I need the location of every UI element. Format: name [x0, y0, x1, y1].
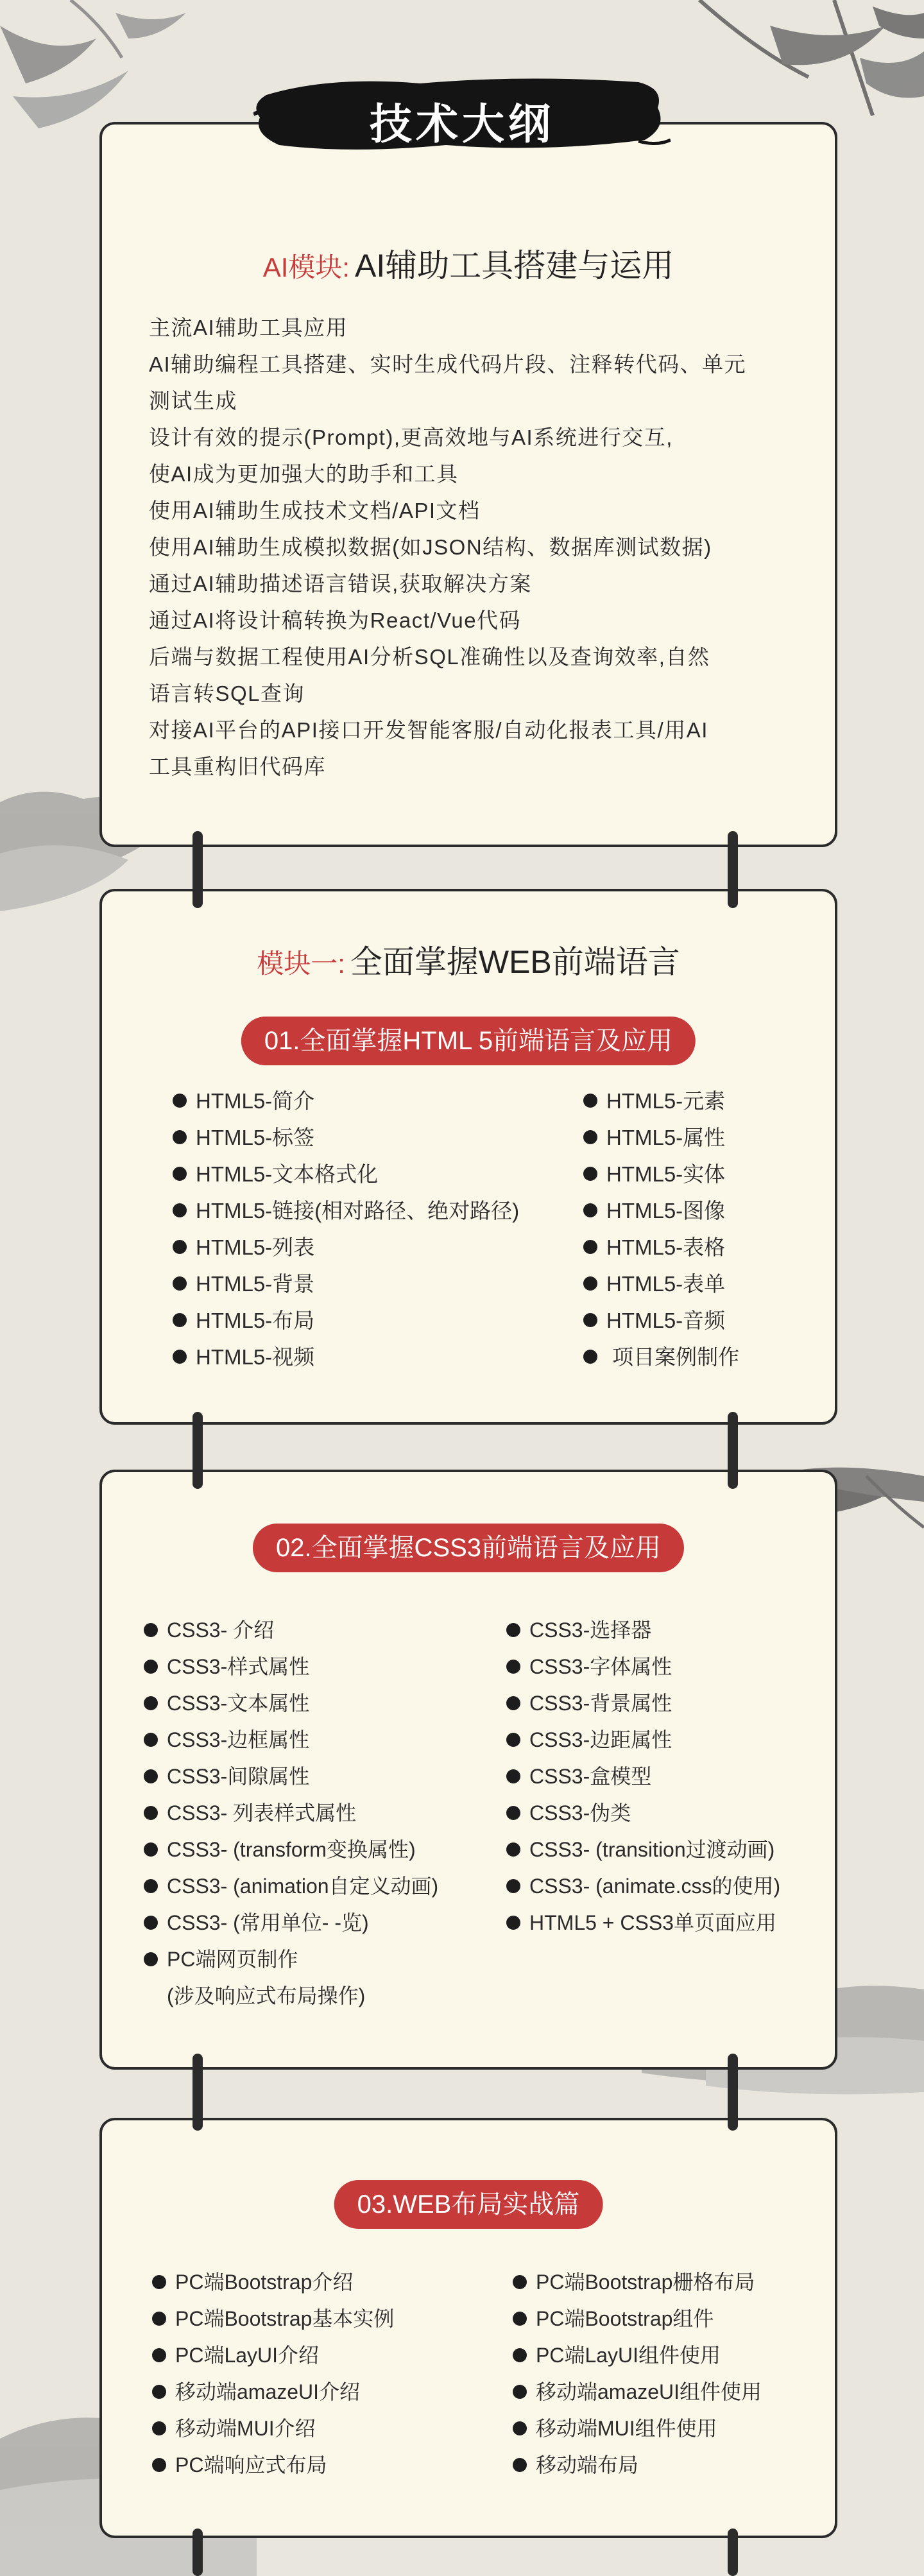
list-item: AI辅助编程工具搭建、实时生成代码片段、注释转代码、单元	[149, 352, 747, 376]
list-item: HTML5-表单	[583, 1266, 739, 1302]
list-item: CSS3- (常用单位- -览)	[144, 1905, 438, 1941]
module1-panel	[99, 889, 837, 1425]
list-item: PC端LayUI组件使用	[513, 2337, 762, 2374]
list-item: 对接AI平台的API接口开发智能客服/自动化报表工具/用AI	[149, 718, 708, 742]
bullet-icon	[506, 1660, 520, 1674]
list-item: CSS3-样式属性	[144, 1649, 438, 1685]
connector-right-3	[728, 2054, 738, 2131]
ai-module-panel	[99, 122, 837, 847]
list-item: HTML5-实体	[583, 1156, 739, 1192]
list-item: PC端Bootstrap基本实例	[152, 2301, 394, 2337]
module1-left-column	[173, 1083, 519, 1375]
bullet-icon	[173, 1313, 187, 1327]
list-item: CSS3-字体属性	[506, 1649, 780, 1685]
bullet-icon	[513, 2385, 527, 2399]
list-item: 移动端布局	[513, 2447, 762, 2484]
list-item: HTML5-元素	[583, 1083, 739, 1119]
bullet-icon	[144, 1623, 158, 1637]
list-item: PC端LayUI介绍	[152, 2337, 394, 2374]
module-title: 全面掌握WEB前端语言	[350, 944, 680, 980]
bullet-icon	[144, 1769, 158, 1783]
bullet-icon	[506, 1733, 520, 1747]
bullet-icon	[506, 1696, 520, 1710]
bullet-icon	[513, 2458, 527, 2472]
bullet-icon	[144, 1952, 158, 1966]
bullet-icon	[583, 1203, 597, 1217]
bullet-icon	[513, 2312, 527, 2326]
list-item: 项目案例制作	[583, 1339, 739, 1375]
list-item: 使AI成为更加强大的助手和工具	[149, 462, 459, 486]
bullet-icon	[513, 2275, 527, 2289]
list-item: HTML5-表格	[583, 1229, 739, 1266]
bullet-icon	[173, 1167, 187, 1181]
list-item: CSS3- 介绍	[144, 1612, 438, 1649]
list-item: HTML5-列表	[173, 1229, 519, 1266]
list-item: PC端Bootstrap组件	[513, 2301, 762, 2337]
list-item: 语言转SQL查询	[149, 682, 305, 705]
list-item: CSS3- 列表样式属性	[144, 1795, 438, 1832]
bullet-icon	[583, 1240, 597, 1254]
list-item: 通过AI将设计稿转换为React/Vue代码	[149, 608, 522, 632]
bullet-icon	[506, 1842, 520, 1857]
bullet-icon	[506, 1769, 520, 1783]
connector-left-4	[193, 2529, 203, 2576]
list-item: 移动端amazeUI介绍	[152, 2374, 394, 2410]
bullet-icon	[513, 2421, 527, 2435]
list-item: CSS3- (animation自定义动画)	[144, 1868, 438, 1905]
bullet-icon	[144, 1806, 158, 1820]
list-item: 设计有效的提示(Prompt),更高效地与AI系统进行交互,	[149, 425, 673, 449]
list-item: PC端网页制作	[144, 1941, 438, 1978]
page-title: 技术大纲	[370, 100, 554, 148]
list-item: CSS3-伪类	[506, 1795, 780, 1832]
list-item: HTML5-布局	[173, 1302, 519, 1339]
list-item: CSS3-选择器	[506, 1612, 780, 1649]
list-item: HTML5 + CSS3单页面应用	[506, 1905, 780, 1941]
list-item: HTML5-视频	[173, 1339, 519, 1375]
connector-right-1	[728, 831, 738, 908]
bullet-icon	[152, 2421, 166, 2435]
bullet-icon	[506, 1879, 520, 1893]
bullet-icon	[152, 2348, 166, 2362]
bullet-icon	[583, 1167, 597, 1181]
list-item: HTML5-文本格式化	[173, 1156, 519, 1192]
connector-right-2	[728, 1412, 738, 1489]
bullet-icon	[583, 1350, 597, 1364]
bullet-icon	[144, 1696, 158, 1710]
connector-right-4	[728, 2529, 738, 2576]
list-item-continuation: (涉及响应式布局操作)	[167, 1984, 366, 2007]
list-item: PC端Bootstrap介绍	[152, 2264, 394, 2301]
list-item: CSS3-文本属性	[144, 1685, 438, 1722]
bullet-icon	[152, 2385, 166, 2399]
list-item: CSS3- (transition过渡动画)	[506, 1832, 780, 1868]
bullet-icon	[144, 1660, 158, 1674]
list-item: CSS3-边距属性	[506, 1722, 780, 1758]
bullet-icon	[152, 2312, 166, 2326]
section-title-pill: 03.WEB布局实战篇	[334, 2180, 603, 2229]
connector-left-3	[193, 2054, 203, 2131]
bullet-icon	[144, 1879, 158, 1893]
bullet-icon	[173, 1130, 187, 1144]
list-item: HTML5-背景	[173, 1266, 519, 1302]
list-item: 后端与数据工程使用AI分析SQL准确性以及查询效率,自然	[149, 645, 710, 669]
page-title-banner	[253, 69, 671, 158]
list-item: PC端Bootstrap栅格布局	[513, 2264, 762, 2301]
bullet-icon	[173, 1240, 187, 1254]
module3-panel	[99, 2118, 837, 2538]
bullet-icon	[583, 1313, 597, 1327]
section-title-pill: 01.全面掌握HTML 5前端语言及应用	[241, 1017, 696, 1065]
bullet-icon	[506, 1623, 520, 1637]
list-item: HTML5-图像	[583, 1192, 739, 1229]
list-item: CSS3-间隙属性	[144, 1758, 438, 1795]
bullet-icon	[173, 1203, 187, 1217]
bullet-icon	[144, 1916, 158, 1930]
list-item: 移动端MUI组件使用	[513, 2410, 762, 2447]
list-item: HTML5-简介	[173, 1083, 519, 1119]
list-item: HTML5-属性	[583, 1119, 739, 1156]
section-title-pill: 02.全面掌握CSS3前端语言及应用	[253, 1524, 684, 1572]
bullet-icon	[583, 1094, 597, 1108]
bullet-icon	[513, 2348, 527, 2362]
module-tag: 模块一:	[257, 949, 345, 979]
list-item: CSS3-背景属性	[506, 1685, 780, 1722]
list-item: PC端响应式布局	[152, 2447, 394, 2484]
connector-left-1	[193, 831, 203, 908]
list-item: CSS3- (transform变换属性)	[144, 1832, 438, 1868]
bullet-icon	[583, 1276, 597, 1291]
module2-panel	[99, 1470, 837, 2070]
list-item: CSS3-盒模型	[506, 1758, 780, 1795]
connector-left-2	[193, 1412, 203, 1489]
list-item: 使用AI辅助生成模拟数据(如JSON结构、数据库测试数据)	[149, 535, 712, 559]
module3-right-column	[513, 2264, 762, 2484]
list-item: 工具重构旧代码库	[149, 755, 326, 778]
bullet-icon	[144, 1842, 158, 1857]
bullet-icon	[144, 1733, 158, 1747]
list-item: HTML5-标签	[173, 1119, 519, 1156]
module-title: AI辅助工具搭建与运用	[355, 248, 674, 284]
list-item: HTML5-链接(相对路径、绝对路径)	[173, 1192, 519, 1229]
list-item: 移动端MUI介绍	[152, 2410, 394, 2447]
module3-left-column	[152, 2264, 394, 2484]
bullet-icon	[506, 1806, 520, 1820]
module2-left-column	[144, 1612, 438, 2014]
list-item: 移动端amazeUI组件使用	[513, 2374, 762, 2410]
bullet-icon	[173, 1350, 187, 1364]
bullet-icon	[173, 1094, 187, 1108]
list-item: CSS3- (animate.css的使用)	[506, 1868, 780, 1905]
ai-module-heading	[102, 240, 835, 286]
list-item: HTML5-音频	[583, 1302, 739, 1339]
bullet-icon	[173, 1276, 187, 1291]
list-item: 测试生成	[149, 389, 237, 413]
list-item: 使用AI辅助生成技术文档/API文档	[149, 499, 481, 522]
module1-heading	[102, 936, 835, 983]
list-item: 主流AI辅助工具应用	[149, 316, 348, 339]
bullet-icon	[506, 1916, 520, 1930]
bullet-icon	[152, 2275, 166, 2289]
bullet-icon	[583, 1130, 597, 1144]
module2-right-column	[506, 1612, 780, 1941]
module-tag: AI模块:	[262, 252, 350, 282]
ai-module-list	[149, 309, 791, 785]
module1-right-column	[583, 1083, 739, 1375]
list-item: 通过AI辅助描述语言错误,获取解决方案	[149, 572, 532, 596]
bullet-icon	[152, 2458, 166, 2472]
list-item: CSS3-边框属性	[144, 1722, 438, 1758]
